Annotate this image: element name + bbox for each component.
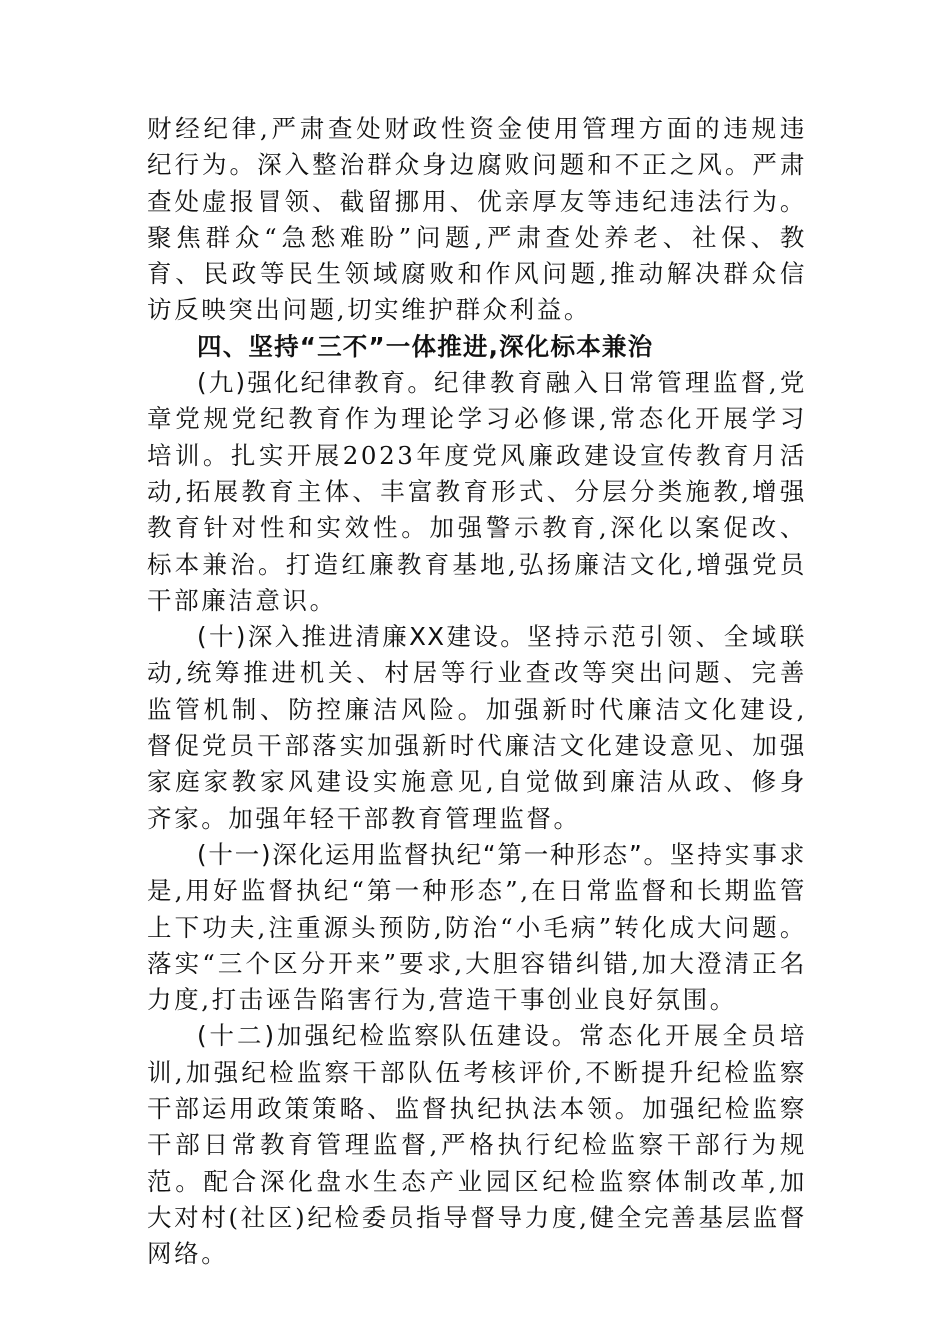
item-paragraph-9: [147, 365, 807, 619]
item-title-12: (十二)加强纪检监察队伍建设。: [197, 1021, 580, 1051]
item-paragraph-10: [147, 619, 807, 837]
intro-paragraph: 财经纪律,严肃查处财政性资金使用管理方面的违规违纪行为。深入整治群众身边腐败问题和不正之风。严肃查处虚报冒领、截留挪用、优亲厚友等违纪违法行为。聚焦群众“急愁难盼”问题,严肃查处养老、社保、教育、民政等民生领域腐败和作风问题,推动解决群众信访反映突出问题,切实维护群众利益。: [147, 114, 807, 325]
document-page: [147, 111, 807, 1273]
item-paragraph-11: [147, 837, 807, 1018]
item-paragraph-12: [147, 1018, 807, 1272]
item-title-10: (十)深入推进清廉XX建设。: [197, 622, 528, 652]
item-body-11: 坚持实事求是,用好监督执纪“第一种形态”,在日常监督和长期监管上下功夫,注重源头预防,防治“小毛病”转化成大问题。落实“三个区分开来”要求,大胆容错纠错,加大澄清正名力度,打击诬告陷害行为,营造干事创业良好氛围。: [147, 839, 807, 1015]
item-title-11: (十一)深化运用监督执纪“第一种形态”。: [197, 839, 670, 869]
item-title-9: (九)强化纪律教育。: [197, 368, 435, 398]
item-body-9: 纪律教育融入日常管理监督,党章党规党纪教育作为理论学习必修课,常态化开展学习培训。扎实开展2023年度党风廉政建设宣传教育月活动,拓展教育主体、丰富教育形式、分层分类施教,增强教育针对性和实效性。加强警示教育,深化以案促改、标本兼治。打造红廉教育基地,弘扬廉洁文化,增强党员干部廉洁意识。: [147, 368, 807, 615]
item-body-10: 坚持示范引领、全域联动,统筹推进机关、村居等行业查改等突出问题、完善监管机制、防控廉洁风险。加强新时代廉洁文化建设,督促党员干部落实加强新时代廉洁文化建设意见、加强家庭家教家风建设实施意见,自觉做到廉洁从政、修身齐家。加强年轻干部教育管理监督。: [147, 622, 807, 833]
section-heading: 四、坚持“三不”一体推进,深化标本兼治: [197, 331, 654, 361]
item-body-12: 常态化开展全员培训,加强纪检监察干部队伍考核评价,不断提升纪检监察干部运用政策策略、监督执纪执法本领。加强纪检监察干部日常教育管理监督,严格执行纪检监察干部行为规范。配合深化盘水生态产业园区纪检监察体制改革,加大对村(社区)纪检委员指导督导力度,健全完善基层监督网络。: [147, 1021, 807, 1269]
